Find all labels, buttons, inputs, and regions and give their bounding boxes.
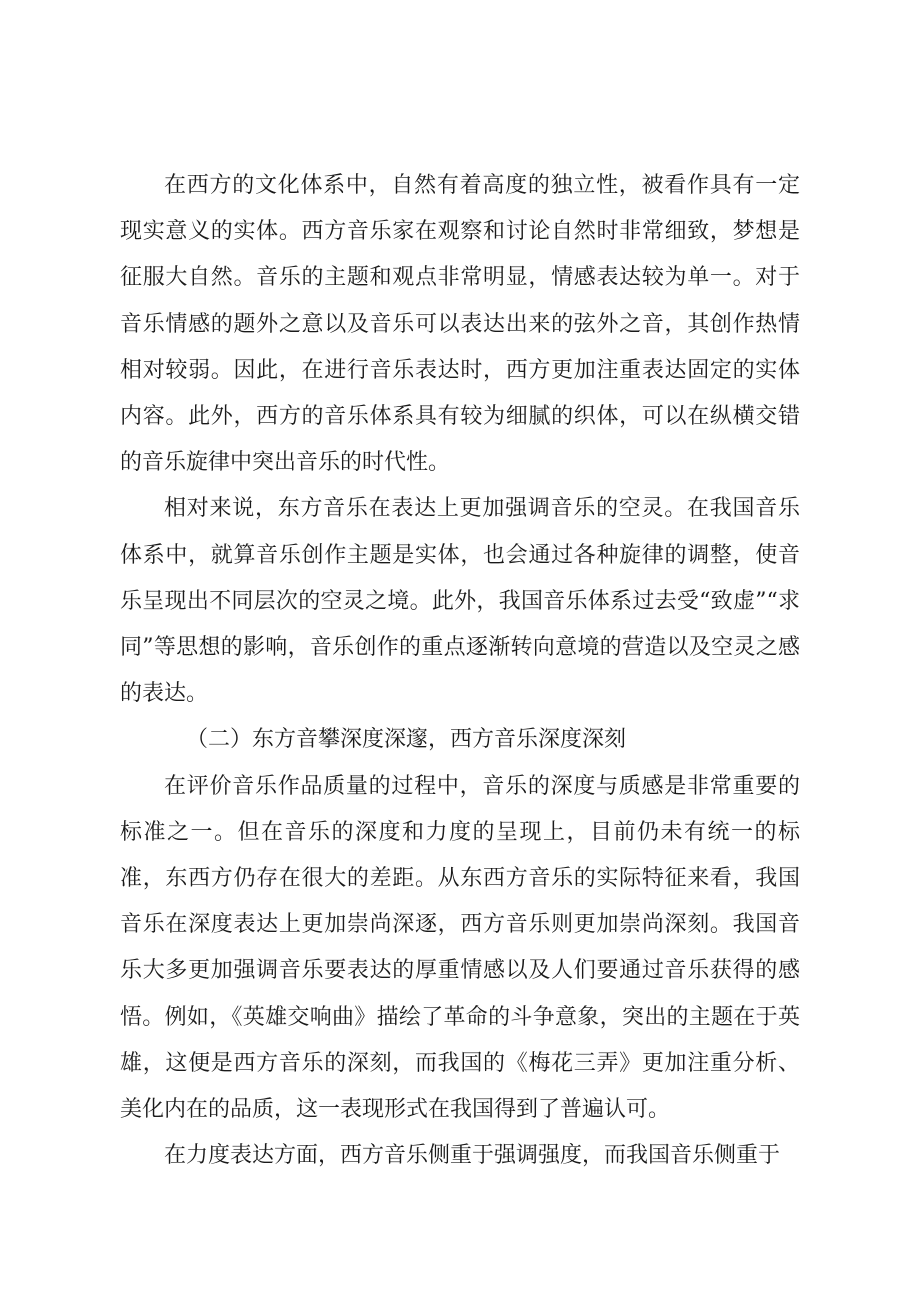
body-text (120, 163, 800, 1179)
paragraph-western-nature: 在西方的文化体系中，自然有着高度的独立性，被看作具有一定现实意义的实体。西方音乐家在观察和讨论自然时非常细致，梦想是征服大自然。音乐的主题和观点非常明显，情感表达较为单一。对于音乐情感的题外之意以及音乐可以表达出来的弦外之音，其创作热情相对较弱。因此，在进行音乐表达时，西方更加注重表达固定的实体内容。此外，西方的音乐体系具有较为细腻的织体，可以在纵横交错的音乐旋律中突出音乐的时代性。 (120, 173, 800, 476)
section-heading: （二）东方音攀深度深邃，西方音乐深度深刻 (186, 727, 627, 753)
paragraph-eastern-ethereal: 相对来说，东方音乐在表达上更加强调音乐的空灵。在我国音乐体系中，就算音乐创作主题是实体，也会通过各种旋律的调整，使音乐呈现出不同层次的空灵之境。此外，我国音乐体系过去受“致虚”“求同”等思想的影响，音乐创作的重点逐渐转向意境的营造以及空灵之感的表达。 (120, 496, 800, 707)
paragraph-music-strength: 在力度表达方面，西方音乐侧重于强调强度，而我国音乐侧重于 (164, 1143, 781, 1169)
paragraph-music-depth: 在评价音乐作品质量的过程中，音乐的深度与质感是非常重要的标准之一。但在音乐的深度和力度的呈现上，目前仍未有统一的标准，东西方仍存在很大的差距。从东西方音乐的实际特征来看，我国音乐在深度表达上更加崇尚深逐，西方音乐则更加崇尚深刻。我国音乐大多更加强调音乐要表达的厚重情感以及人们要通过音乐获得的感悟。例如，《英雄交响曲》描绘了革命的斗争意象，突出的主题在于英雄，这便是西方音乐的深刻，而我国的《梅花三弄》更加注重分析、美化内在的品质，这一表现形式在我国得到了普遍认可。 (120, 773, 800, 1123)
